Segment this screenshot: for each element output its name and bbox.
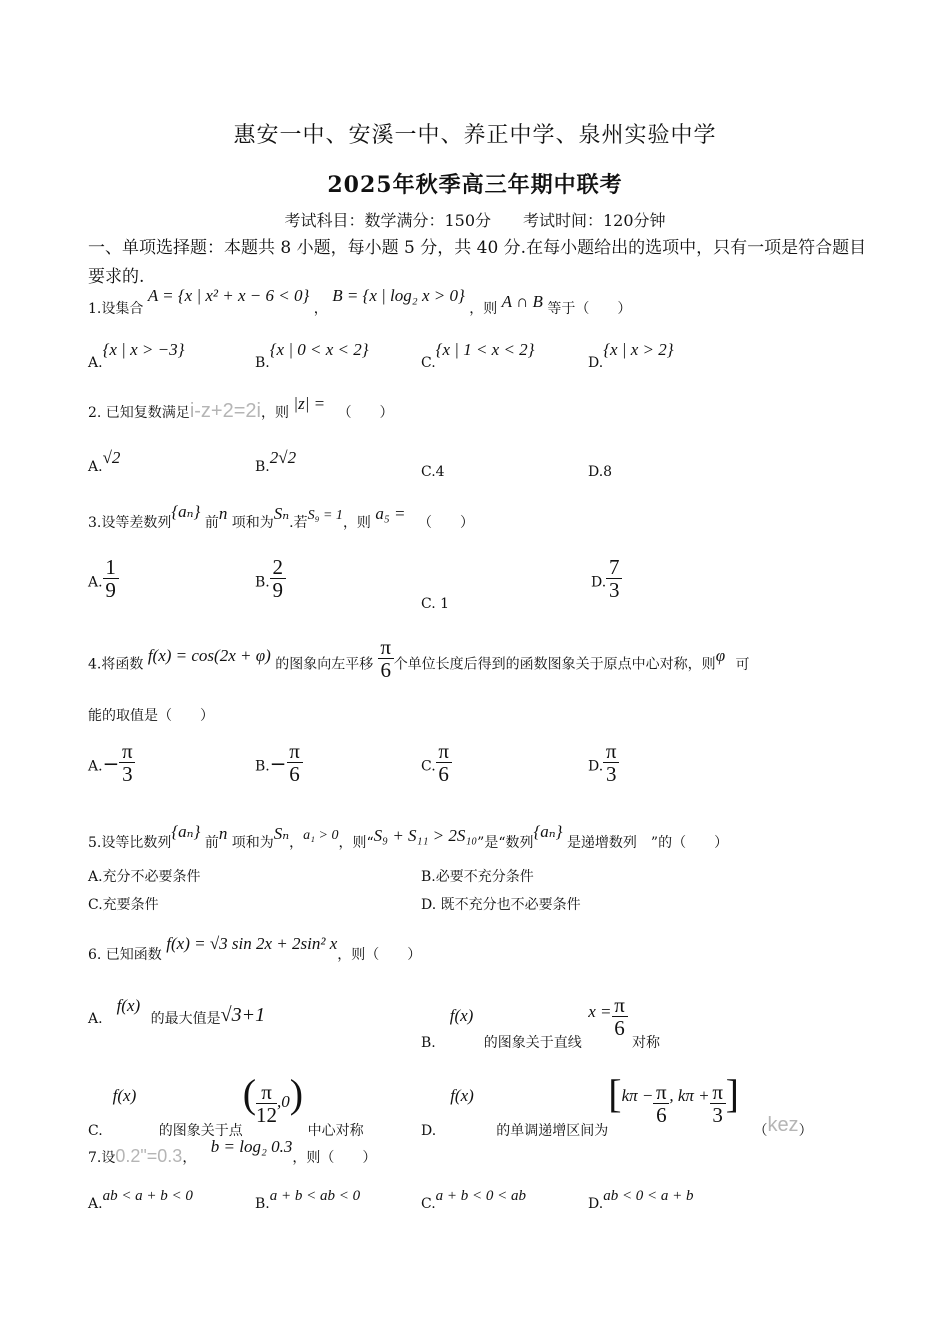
- q6-option-c: C.f(x) 的图象关于点( $\frac{\pi}{12}$ ,0) 中心对称: [88, 1071, 364, 1139]
- q2-suffix: （ ）: [337, 405, 394, 421]
- q4-shift: $\frac{\pi}{6}$: [378, 636, 394, 681]
- question-2: [88, 394, 394, 423]
- q7-option-c: C.a + b < 0 < ab: [421, 1188, 527, 1212]
- q4-option-b: B.− $\frac{\pi}{6}$: [255, 744, 303, 789]
- q2-condition: i-z+2=2i: [189, 400, 261, 422]
- section-heading: 一、单项选择题：本题共 8 小题，每小题 5 分，共 40 分.在每小题给出的选项中，只有一项是符合题目要求的.: [88, 238, 867, 287]
- q2-option-c: C.4: [421, 464, 445, 480]
- q7-option-a: A.ab < a + b < 0: [88, 1188, 193, 1212]
- q6-option-a: A.f(x) 的最大值是√3+1: [88, 996, 266, 1027]
- q1-set-a: A = {x | x² + x − 6 < 0}: [147, 286, 310, 305]
- q6-option-d: D.f(x) 的单调递增区间为[kπ − $\frac{\pi}{6}$ , kπ + $\frac{\pi}{3}$ ] （kez）: [421, 1071, 813, 1139]
- q1-option-b: B.{x | 0 < x < 2}: [255, 340, 369, 371]
- q2-prefix: 2. 已知复数: [88, 405, 162, 421]
- q1-set-b: B = {x | log₂ x > 0}: [332, 286, 465, 305]
- q1-prefix: 1.设集合: [88, 301, 144, 317]
- q2-then: ，则: [260, 405, 289, 421]
- school-names: 惠安一中、安溪一中、养正中学、泉州实验中学: [233, 123, 717, 148]
- q7-option-b: B.a + b < ab < 0: [255, 1188, 361, 1212]
- q3-sequence: {aₙ}: [171, 502, 201, 521]
- question-5: 5.设等比数列{aₙ} 前n 项和为Sₙ，a₁ > 0，则“S₉ + S₁₁ > 2S₁₀”是“数列{aₙ} 是递增数列 ”的（ ）: [88, 822, 729, 851]
- q4-option-d: D. $\frac{\pi}{3}$: [588, 744, 619, 789]
- q6-function: f(x) = √3 sin 2x + 2sin² x: [166, 934, 338, 953]
- exam-title: 2025年秋季高三年期中联考: [327, 172, 623, 198]
- question-3: 3.设等差数列{aₙ} 前n 项和为Sₙ.若S₉ = 1，则 a₅ = （ ）: [88, 502, 474, 531]
- q2-option-d: D.8: [588, 464, 613, 480]
- q7-a: 0.2"=0.3: [115, 1146, 183, 1166]
- question-4-line2: 能的取值是（ ）: [88, 708, 214, 724]
- q3-a5: a₅ =: [375, 504, 406, 523]
- q1-then: ，则: [469, 301, 498, 317]
- q5-option-b: B.必要不充分条件: [421, 869, 534, 885]
- q4-option-a: A.− $\frac{\pi}{3}$: [88, 744, 135, 789]
- q3-option-c: C. 1: [421, 596, 450, 612]
- q1-suffix: 等于（ ）: [547, 301, 632, 317]
- q7-option-d: D.ab < 0 < a + b: [588, 1188, 694, 1212]
- q7-b: b = log₂ 0.3: [210, 1137, 293, 1156]
- q5-option-a: A.充分不必要条件: [88, 869, 201, 885]
- q2-option-b: B.2√2: [255, 448, 297, 475]
- q3-option-b: B. $\frac{2}{9}$: [255, 560, 286, 605]
- q6-option-b: B.f(x) 的图象关于直线 x = $\frac{\pi}{6}$ 对称: [421, 993, 660, 1051]
- q5-option-c: C.充要条件: [88, 897, 159, 913]
- q3-condition: S₉ = 1: [307, 508, 343, 523]
- q1-option-a: A.{x | x > −3}: [88, 340, 185, 371]
- question-1: [88, 286, 632, 318]
- q2-option-a: A.√2: [88, 448, 121, 475]
- question-7: 7.设0.2"=0.3， b = log₂ 0.3，则（ ）: [88, 1137, 377, 1166]
- q3-option-d: D. $\frac{7}{3}$: [591, 560, 622, 605]
- q1-option-d: D.{x | x > 2}: [588, 340, 674, 371]
- q1-option-c: C.{x | 1 < x < 2}: [421, 340, 535, 371]
- q4-function: f(x) = cos(2x + φ): [147, 645, 271, 665]
- q1-intersection: A ∩ B: [501, 292, 543, 311]
- q4-option-c: C. $\frac{\pi}{6}$: [421, 744, 452, 789]
- q2-mid: 满足: [161, 405, 190, 421]
- question-6: 6. 已知函数 f(x) = √3 sin 2x + 2sin² x，则（ ）: [88, 934, 422, 963]
- q3-option-a: A. $\frac{1}{9}$: [88, 560, 119, 605]
- q1-comma: ，: [313, 301, 328, 317]
- q2-abs-z: |z| =: [293, 394, 326, 413]
- q5-condition: S₉ + S₁₁ > 2S₁₀: [373, 826, 478, 845]
- exam-info: 考试科目：数学满分：150分 考试时间：120分钟: [284, 211, 666, 230]
- q5-option-d: D. 既不充分也不必要条件: [421, 897, 581, 913]
- question-4: 4.将函数 f(x) = cos(2x + φ) 的图象向左平移 $\frac{\pi}{6}$ 个单位长度后得到的函数图象关于原点中心对称，则φ 可: [88, 635, 750, 682]
